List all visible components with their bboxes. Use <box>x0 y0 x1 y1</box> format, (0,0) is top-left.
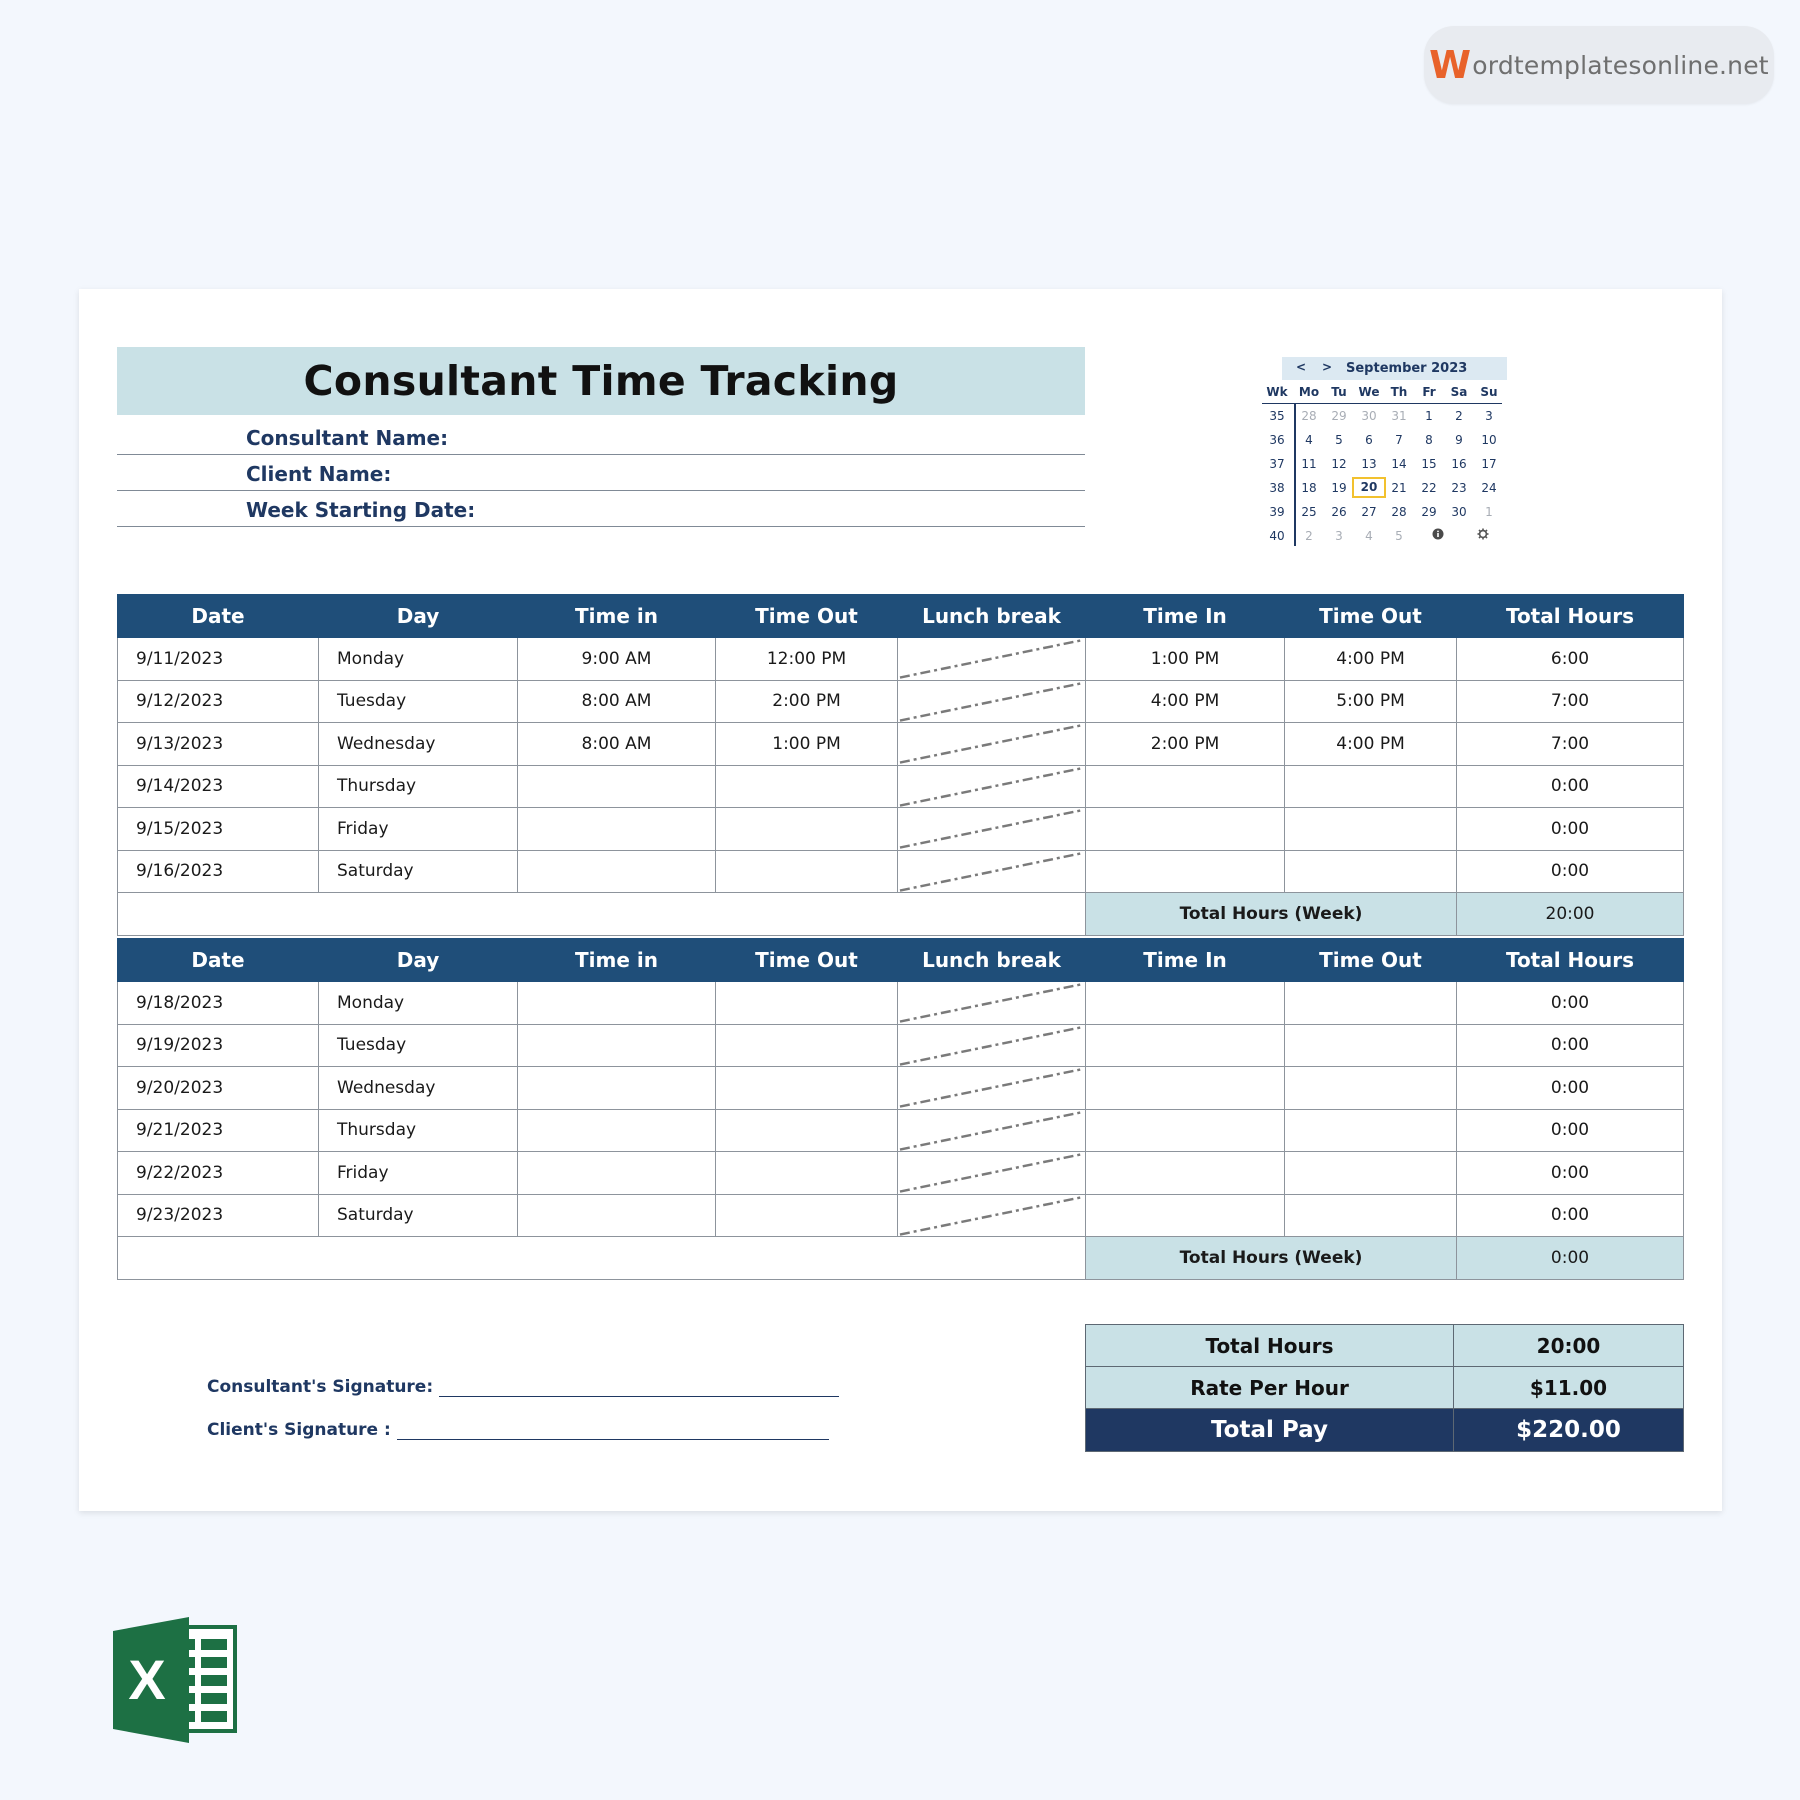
date-cell[interactable]: 9/11/2023 <box>118 638 319 681</box>
column-header-time-out: Time Out <box>716 939 898 982</box>
time-in-cell[interactable]: 8:00 AM <box>518 723 716 766</box>
calendar-week-row <box>1262 409 1502 433</box>
time-out-cell[interactable] <box>716 808 898 851</box>
calendar-week-number: 37 <box>1269 457 1285 471</box>
time-out-2-cell[interactable] <box>1285 808 1457 851</box>
time-in-cell[interactable] <box>518 1152 716 1195</box>
lunch-break-slash <box>898 681 1085 723</box>
calendar-day-cell[interactable]: 15 <box>1421 457 1437 471</box>
lunch-break-slash <box>898 638 1085 680</box>
column-header-time-out: Time Out <box>716 595 898 638</box>
total-hours-cell: 0:00 <box>1457 1194 1684 1237</box>
week-total-label: Total Hours (Week) <box>1086 1237 1457 1280</box>
time-in-cell[interactable]: 9:00 AM <box>518 638 716 681</box>
calendar-week-row <box>1262 505 1502 529</box>
time-out-2-cell[interactable] <box>1285 1152 1457 1195</box>
column-header-total-hours: Total Hours <box>1457 595 1684 638</box>
total-hours-cell: 0:00 <box>1457 1067 1684 1110</box>
time-out-2-cell[interactable] <box>1285 1194 1457 1237</box>
lunch-break-slash <box>898 1195 1085 1237</box>
lunch-break-cell[interactable] <box>898 1152 1086 1195</box>
time-in-2-cell[interactable] <box>1086 808 1285 851</box>
date-cell[interactable]: 9/20/2023 <box>118 1067 319 1110</box>
svg-text:X: X <box>128 1648 166 1711</box>
time-out-cell[interactable] <box>716 850 898 893</box>
time-out-cell[interactable] <box>716 1024 898 1067</box>
calendar-week-row <box>1262 433 1502 457</box>
table-row <box>118 1109 1684 1152</box>
date-cell[interactable]: 9/13/2023 <box>118 723 319 766</box>
calendar-settings-icon[interactable] <box>1477 528 1489 540</box>
calendar-month-label: September 2023 <box>1346 361 1468 376</box>
column-header-time-in-2: Time In <box>1086 939 1285 982</box>
calendar-weekday-headers <box>1262 385 1502 404</box>
table-row <box>118 638 1684 681</box>
table-row <box>118 1152 1684 1195</box>
watermark-text: ordtemplatesonline.net <box>1472 50 1769 80</box>
table-row <box>118 1024 1684 1067</box>
calendar-day-cell[interactable]: 16 <box>1451 457 1467 471</box>
calendar-weekday-th: Th <box>1390 385 1408 399</box>
calendar-weekday-fr: Fr <box>1422 385 1436 399</box>
time-out-2-cell[interactable] <box>1285 982 1457 1025</box>
summary-rate-row <box>1086 1367 1684 1409</box>
time-in-cell[interactable]: 8:00 AM <box>518 680 716 723</box>
lunch-break-cell[interactable] <box>898 723 1086 766</box>
calendar-day-cell[interactable]: 9 <box>1455 433 1463 447</box>
calendar-prev-button[interactable]: < <box>1296 360 1307 374</box>
time-in-cell[interactable] <box>518 1024 716 1067</box>
timesheet-page <box>79 289 1722 1511</box>
time-out-2-cell[interactable]: 4:00 PM <box>1285 638 1457 681</box>
time-out-cell[interactable] <box>716 1152 898 1195</box>
time-in-cell[interactable] <box>518 1109 716 1152</box>
week2-total-row <box>118 1237 1684 1280</box>
summary-rate-value[interactable]: $11.00 <box>1454 1367 1684 1409</box>
lunch-break-slash <box>898 1110 1085 1152</box>
calendar-day-cell[interactable]: 12 <box>1331 457 1347 471</box>
lunch-break-cell[interactable] <box>898 765 1086 808</box>
calendar-day-cell[interactable]: 26 <box>1331 505 1347 519</box>
time-out-2-cell[interactable] <box>1285 1067 1457 1110</box>
calendar-header <box>1282 357 1507 380</box>
calendar-day-cell[interactable]: 3 <box>1485 409 1493 423</box>
calendar-today-cell[interactable]: 20 <box>1354 479 1384 496</box>
time-in-2-cell[interactable] <box>1086 1067 1285 1110</box>
time-out-2-cell[interactable]: 5:00 PM <box>1285 680 1457 723</box>
client-signature-label: Client's Signature : <box>207 1420 391 1440</box>
calendar-weekday-wk: Wk <box>1266 385 1288 399</box>
calendar-day-cell[interactable]: 2 <box>1305 529 1313 543</box>
calendar-week-number: 39 <box>1269 505 1285 519</box>
table-row <box>118 808 1684 851</box>
calendar-day-cell[interactable]: 5 <box>1395 529 1403 543</box>
calendar-day-cell[interactable]: 29 <box>1421 505 1437 519</box>
day-cell[interactable]: Tuesday <box>319 680 518 723</box>
table-row <box>118 982 1684 1025</box>
day-cell[interactable]: Wednesday <box>319 723 518 766</box>
time-in-cell[interactable] <box>518 765 716 808</box>
time-in-2-cell[interactable] <box>1086 850 1285 893</box>
date-cell[interactable]: 9/15/2023 <box>118 808 319 851</box>
week-total-value: 0:00 <box>1457 1237 1684 1280</box>
week-starting-date-row[interactable] <box>117 491 1085 527</box>
lunch-break-slash <box>898 1152 1085 1194</box>
title-banner <box>117 347 1085 415</box>
column-header-total-hours: Total Hours <box>1457 939 1684 982</box>
total-hours-cell: 0:00 <box>1457 1024 1684 1067</box>
time-in-2-cell[interactable] <box>1086 1109 1285 1152</box>
total-hours-cell: 7:00 <box>1457 723 1684 766</box>
column-header-date: Date <box>118 939 319 982</box>
client-signature[interactable] <box>207 1420 829 1440</box>
column-header-day: Day <box>319 939 518 982</box>
calendar-week-row <box>1262 529 1502 553</box>
calendar-day-cell[interactable]: 8 <box>1425 433 1433 447</box>
day-cell[interactable]: Monday <box>319 982 518 1025</box>
day-cell[interactable]: Tuesday <box>319 1024 518 1067</box>
calendar-week-row <box>1262 481 1502 505</box>
day-cell[interactable]: Friday <box>319 1152 518 1195</box>
week-total-label: Total Hours (Week) <box>1086 893 1457 936</box>
calendar-day-cell[interactable]: 4 <box>1365 529 1373 543</box>
time-out-2-cell[interactable] <box>1285 850 1457 893</box>
time-in-2-cell[interactable] <box>1086 765 1285 808</box>
lunch-break-cell[interactable] <box>898 1194 1086 1237</box>
calendar-day-cell[interactable]: 31 <box>1391 409 1407 423</box>
calendar-day-cell[interactable]: 4 <box>1305 433 1313 447</box>
lunch-break-cell[interactable] <box>898 1067 1086 1110</box>
column-header-date: Date <box>118 595 319 638</box>
table-row <box>118 723 1684 766</box>
time-out-2-cell[interactable] <box>1285 1024 1457 1067</box>
lunch-break-slash <box>898 851 1085 893</box>
time-out-cell[interactable] <box>716 1194 898 1237</box>
client-name-label: Client Name: <box>246 462 392 486</box>
column-header-lunch-break: Lunch break <box>898 939 1086 982</box>
calendar-day-cell[interactable]: 28 <box>1391 505 1407 519</box>
time-in-2-cell[interactable]: 4:00 PM <box>1086 680 1285 723</box>
lunch-break-cell[interactable] <box>898 1024 1086 1067</box>
date-cell[interactable]: 9/21/2023 <box>118 1109 319 1152</box>
calendar-day-cell[interactable]: 27 <box>1361 505 1377 519</box>
time-out-2-cell[interactable] <box>1285 765 1457 808</box>
lunch-break-cell[interactable] <box>898 850 1086 893</box>
lunch-break-slash <box>898 1025 1085 1067</box>
calendar-day-cell[interactable]: 11 <box>1301 457 1317 471</box>
total-hours-cell: 0:00 <box>1457 850 1684 893</box>
calendar-weekday-we: We <box>1358 385 1380 399</box>
calendar-week-number: 35 <box>1269 409 1285 423</box>
calendar-day-cell[interactable]: 19 <box>1331 481 1347 495</box>
time-in-cell[interactable] <box>518 808 716 851</box>
lunch-break-cell[interactable] <box>898 638 1086 681</box>
summary-total-pay-row <box>1086 1409 1684 1452</box>
week2-header-row <box>118 939 1684 982</box>
calendar-day-cell[interactable]: 1 <box>1425 409 1433 423</box>
time-in-2-cell[interactable]: 2:00 PM <box>1086 723 1285 766</box>
summary-total-hours-value[interactable]: 20:00 <box>1454 1325 1684 1367</box>
lunch-break-cell[interactable] <box>898 680 1086 723</box>
time-in-2-cell[interactable] <box>1086 982 1285 1025</box>
column-header-time-in-2: Time In <box>1086 595 1285 638</box>
client-name-row[interactable] <box>117 455 1085 491</box>
summary-total-pay-label: Total Pay <box>1086 1409 1454 1452</box>
calendar-day-cell[interactable]: 28 <box>1301 409 1317 423</box>
calendar-day-cell[interactable]: 25 <box>1301 505 1317 519</box>
time-in-2-cell[interactable]: 1:00 PM <box>1086 638 1285 681</box>
total-hours-cell: 0:00 <box>1457 808 1684 851</box>
calendar-day-cell[interactable]: 3 <box>1335 529 1343 543</box>
week-starting-date-label: Week Starting Date: <box>246 498 476 522</box>
table-row <box>118 850 1684 893</box>
lunch-break-slash <box>898 808 1085 850</box>
table-row <box>118 1194 1684 1237</box>
pay-summary <box>1085 1324 1684 1452</box>
calendar-day-cell[interactable]: 22 <box>1421 481 1437 495</box>
summary-total-hours-row <box>1086 1325 1684 1367</box>
day-cell[interactable]: Friday <box>319 808 518 851</box>
lunch-break-slash <box>898 766 1085 808</box>
day-cell[interactable]: Saturday <box>319 850 518 893</box>
total-row-spacer <box>118 1237 1086 1280</box>
calendar-weekday-su: Su <box>1480 385 1498 399</box>
date-cell[interactable]: 9/14/2023 <box>118 765 319 808</box>
summary-total-hours-label: Total Hours <box>1086 1325 1454 1367</box>
lunch-break-cell[interactable] <box>898 982 1086 1025</box>
week1-header-row <box>118 595 1684 638</box>
calendar-day-cell[interactable]: 10 <box>1481 433 1497 447</box>
calendar-week-number: 36 <box>1269 433 1285 447</box>
column-header-time-out-2: Time Out <box>1285 595 1457 638</box>
time-in-cell[interactable] <box>518 1067 716 1110</box>
watermark-w: W <box>1429 43 1472 87</box>
time-in-2-cell[interactable] <box>1086 1024 1285 1067</box>
client-signature-line[interactable] <box>397 1423 829 1440</box>
date-cell[interactable]: 9/23/2023 <box>118 1194 319 1237</box>
consultant-name-label: Consultant Name: <box>246 426 449 450</box>
calendar-day-cell[interactable]: 24 <box>1481 481 1497 495</box>
calendar-day-cell[interactable]: 5 <box>1335 433 1343 447</box>
total-row-spacer <box>118 893 1086 936</box>
lunch-break-slash <box>898 723 1085 765</box>
column-header-time-in: Time in <box>518 595 716 638</box>
date-cell[interactable]: 9/19/2023 <box>118 1024 319 1067</box>
week-total-value: 20:00 <box>1457 893 1684 936</box>
excel-logo-icon <box>113 1617 239 1743</box>
calendar-weekday-sa: Sa <box>1450 385 1468 399</box>
lunch-break-cell[interactable] <box>898 808 1086 851</box>
column-header-time-out-2: Time Out <box>1285 939 1457 982</box>
calendar-day-cell[interactable]: 30 <box>1451 505 1467 519</box>
calendar-weekday-tu: Tu <box>1331 385 1347 399</box>
calendar-info-icon[interactable] <box>1432 528 1444 540</box>
day-cell[interactable]: Saturday <box>319 1194 518 1237</box>
day-cell[interactable]: Thursday <box>319 765 518 808</box>
calendar-day-cell[interactable]: 18 <box>1301 481 1317 495</box>
column-header-lunch-break: Lunch break <box>898 595 1086 638</box>
date-cell[interactable]: 9/16/2023 <box>118 850 319 893</box>
time-in-2-cell[interactable] <box>1086 1194 1285 1237</box>
total-hours-cell: 0:00 <box>1457 1152 1684 1195</box>
consultant-name-row[interactable] <box>117 419 1085 455</box>
calendar-week-row <box>1262 457 1502 481</box>
total-hours-cell: 0:00 <box>1457 1109 1684 1152</box>
week2-table <box>117 938 1684 1280</box>
lunch-break-slash <box>898 982 1085 1024</box>
total-hours-cell: 0:00 <box>1457 982 1684 1025</box>
calendar-day-cell[interactable]: 7 <box>1395 433 1403 447</box>
time-in-cell[interactable] <box>518 1194 716 1237</box>
summary-total-pay-value: $220.00 <box>1454 1409 1684 1452</box>
calendar-day-cell[interactable]: 2 <box>1455 409 1463 423</box>
time-out-2-cell[interactable]: 4:00 PM <box>1285 723 1457 766</box>
summary-rate-label: Rate Per Hour <box>1086 1367 1454 1409</box>
consultant-signature-label: Consultant's Signature: <box>207 1377 434 1397</box>
calendar-day-cell[interactable]: 23 <box>1451 481 1467 495</box>
time-out-cell[interactable]: 2:00 PM <box>716 680 898 723</box>
time-out-cell[interactable]: 1:00 PM <box>716 723 898 766</box>
day-cell[interactable]: Wednesday <box>319 1067 518 1110</box>
calendar-day-cell[interactable]: 30 <box>1361 409 1377 423</box>
day-cell[interactable]: Thursday <box>319 1109 518 1152</box>
table-row <box>118 1067 1684 1110</box>
time-out-cell[interactable] <box>716 982 898 1025</box>
watermark-logo <box>1424 26 1774 104</box>
total-hours-cell: 7:00 <box>1457 680 1684 723</box>
consultant-signature-line[interactable] <box>439 1380 839 1397</box>
date-cell[interactable]: 9/12/2023 <box>118 680 319 723</box>
time-out-cell[interactable] <box>716 765 898 808</box>
column-header-time-in: Time in <box>518 939 716 982</box>
calendar-day-cell[interactable]: 6 <box>1365 433 1373 447</box>
day-cell[interactable]: Monday <box>319 638 518 681</box>
calendar-day-cell[interactable]: 17 <box>1481 457 1497 471</box>
time-in-2-cell[interactable] <box>1086 1152 1285 1195</box>
lunch-break-cell[interactable] <box>898 1109 1086 1152</box>
time-out-cell[interactable] <box>716 1109 898 1152</box>
calendar-next-button[interactable]: > <box>1322 360 1333 374</box>
consultant-signature[interactable] <box>207 1377 839 1397</box>
table-row <box>118 765 1684 808</box>
calendar-weekday-mo: Mo <box>1298 385 1320 399</box>
week1-total-row <box>118 893 1684 936</box>
time-in-cell[interactable] <box>518 982 716 1025</box>
calendar-day-cell[interactable]: 13 <box>1361 457 1377 471</box>
lunch-break-slash <box>898 1067 1085 1109</box>
calendar-day-cell[interactable]: 21 <box>1391 481 1407 495</box>
total-hours-cell: 0:00 <box>1457 765 1684 808</box>
calendar-week-number: 38 <box>1269 481 1285 495</box>
date-cell[interactable]: 9/18/2023 <box>118 982 319 1025</box>
calendar-day-cell[interactable]: 29 <box>1331 409 1347 423</box>
calendar-day-cell[interactable]: 14 <box>1391 457 1407 471</box>
time-in-cell[interactable] <box>518 850 716 893</box>
week1-table <box>117 594 1684 936</box>
page-title: Consultant Time Tracking <box>303 357 899 405</box>
total-hours-cell: 6:00 <box>1457 638 1684 681</box>
table-row <box>118 680 1684 723</box>
calendar-day-cell[interactable]: 1 <box>1485 505 1493 519</box>
calendar-week-number: 40 <box>1269 529 1285 543</box>
column-header-day: Day <box>319 595 518 638</box>
time-out-cell[interactable]: 12:00 PM <box>716 638 898 681</box>
date-cell[interactable]: 9/22/2023 <box>118 1152 319 1195</box>
time-out-2-cell[interactable] <box>1285 1109 1457 1152</box>
time-out-cell[interactable] <box>716 1067 898 1110</box>
